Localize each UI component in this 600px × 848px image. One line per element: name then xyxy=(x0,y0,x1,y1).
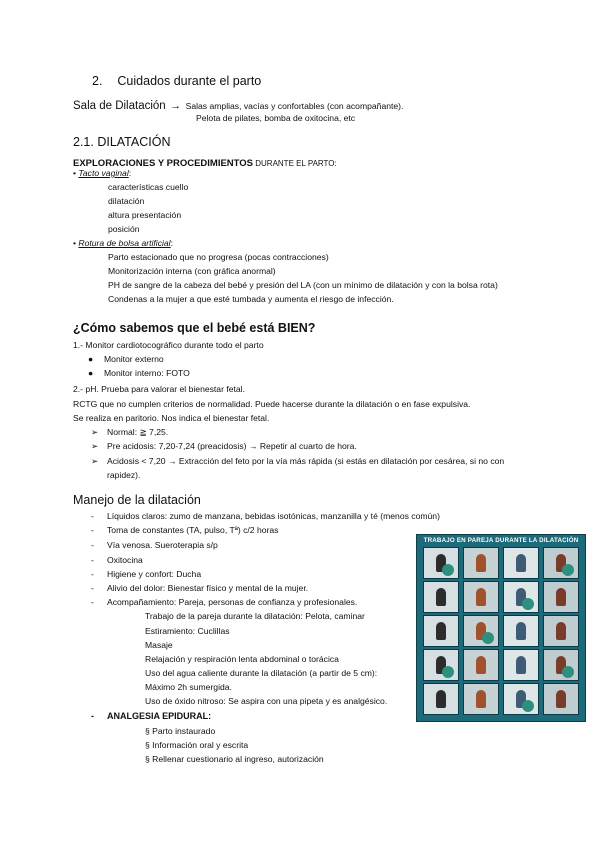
list-item: ● Monitor interno: FOTO xyxy=(88,368,190,378)
poster-image xyxy=(416,534,586,722)
list-item: § Parto instaurado xyxy=(145,726,216,736)
list-item: Condenas a la mujer a que esté tumbada y aumenta el riesgo de infección. xyxy=(108,294,394,304)
poster-photo xyxy=(543,547,579,579)
poster-photo xyxy=(543,615,579,647)
list-item: PH de sangre de la cabeza del bebé y presión del LA (con un mínimo de dilatación y con la bolsa rota) xyxy=(108,280,498,290)
list-item: ➢ Normal: ≧ 7,25. xyxy=(91,427,169,437)
person-figure xyxy=(476,588,486,606)
list-item: Trabajo de la pareja durante la dilatación: Pelota, caminar xyxy=(145,611,365,621)
person-figure xyxy=(436,690,446,708)
person-figure xyxy=(516,554,526,572)
poster-photo xyxy=(503,547,539,579)
list-item: Masaje xyxy=(145,640,173,650)
section-number: 2. xyxy=(92,74,103,88)
person-figure xyxy=(476,656,486,674)
poster-photo xyxy=(543,649,579,681)
list-item: § Rellenar cuestionario al ingreso, autorización xyxy=(145,754,324,764)
poster-photo xyxy=(423,581,459,613)
list-item: características cuello xyxy=(108,182,189,192)
poster-title: TRABAJO EN PAREJA DURANTE LA DILATACIÓN xyxy=(423,537,579,544)
list-item: - Alivio del dolor: Bienestar físico y mental de la mujer. xyxy=(91,583,309,593)
poster-photo xyxy=(503,649,539,681)
poster-photo xyxy=(423,683,459,715)
list-item: - Oxitocina xyxy=(91,555,143,565)
poster-photo xyxy=(423,649,459,681)
pilates-ball xyxy=(562,666,574,678)
list-item: Relajación y respiración lenta abdominal o torácica xyxy=(145,654,339,664)
subsection-title: 2.1. DILATACIÓN xyxy=(73,135,171,149)
list-item: 2.- pH. Prueba para valorar el bienestar fetal. xyxy=(73,384,245,394)
person-figure xyxy=(516,656,526,674)
poster-photo xyxy=(463,649,499,681)
arrow-icon: → xyxy=(170,100,182,112)
person-figure xyxy=(476,554,486,572)
poster-photo xyxy=(503,581,539,613)
list-item: rapidez). xyxy=(107,470,141,480)
poster-photo xyxy=(463,547,499,579)
list-item: Parto estacionado que no progresa (pocas contracciones) xyxy=(108,252,329,262)
pilates-ball xyxy=(522,700,534,712)
pilates-ball xyxy=(442,666,454,678)
poster-photo xyxy=(503,615,539,647)
pilates-ball xyxy=(522,598,534,610)
rotura-label: • Rotura de bolsa artificial: xyxy=(73,238,173,248)
paragraph: Se realiza en paritorio. Nos indica el bienestar fetal. xyxy=(73,413,270,423)
tacto-label: • Tacto vaginal: xyxy=(73,168,132,178)
poster-photo xyxy=(423,615,459,647)
person-figure xyxy=(556,588,566,606)
list-item: - Higiene y confort: Ducha xyxy=(91,569,202,579)
list-item: ➢ Pre acidosis: 7,20-7,24 (preacidosis) → Repetir al cuarto de hora. xyxy=(91,441,357,451)
list-item: dilatación xyxy=(108,196,145,206)
room-line xyxy=(73,96,403,114)
person-figure xyxy=(436,588,446,606)
poster-photo xyxy=(463,683,499,715)
person-figure xyxy=(556,690,566,708)
poster-photo xyxy=(463,615,499,647)
manejo-title: Manejo de la dilatación xyxy=(73,493,201,507)
list-item: - Vía venosa. Sueroterapia s/p xyxy=(91,540,218,550)
list-item: Uso del agua caliente durante la dilatación (a partir de 5 cm): xyxy=(145,668,378,678)
room-label: Sala de Dilatación xyxy=(73,100,166,112)
list-item: Monitorización interna (con gráfica anormal) xyxy=(108,266,276,276)
list-item: ➢ Acidosis < 7,20 → Extracción del feto por la vía más rápida (si estás en dilatación por cesárea, si no con xyxy=(91,456,505,466)
section-heading xyxy=(92,74,261,88)
list-item: Uso de óxido nitroso: Se aspira con una pipeta y es analgésico. xyxy=(145,696,388,706)
pilates-ball xyxy=(482,632,494,644)
person-figure xyxy=(556,622,566,640)
poster-photo xyxy=(503,683,539,715)
poster-photo xyxy=(423,547,459,579)
section-title: Cuidados durante el parto xyxy=(117,74,262,88)
list-item: 1.- Monitor cardiotocográfico durante todo el parto xyxy=(73,340,264,350)
poster-photo xyxy=(463,581,499,613)
epidural-heading: - ANALGESIA EPIDURAL: xyxy=(91,711,212,721)
list-item: ● Monitor externo xyxy=(88,354,164,364)
list-item: - Líquidos claros: zumo de manzana, bebidas isotónicas, manzanilla y té (menos común) xyxy=(91,511,440,521)
pilates-ball xyxy=(442,564,454,576)
person-figure xyxy=(436,622,446,640)
list-item: § Información oral y escrita xyxy=(145,740,249,750)
room-items: Pelota de pilates, bomba de oxitocina, etc xyxy=(196,113,356,123)
list-item: altura presentación xyxy=(108,210,182,220)
poster-photo xyxy=(543,581,579,613)
room-description: Salas amplias, vacías y confortables (con acompañante). xyxy=(185,101,404,111)
person-figure xyxy=(476,690,486,708)
poster-photo xyxy=(543,683,579,715)
person-figure xyxy=(516,622,526,640)
exploraciones-heading: EXPLORACIONES Y PROCEDIMIENTOS DURANTE EL PARTO: xyxy=(73,158,337,169)
paragraph: RCTG que no cumplen criterios de normalidad. Puede hacerse durante la dilatación o en fase expulsiva. xyxy=(73,399,471,409)
list-item: - Toma de constantes (TA, pulso, Tª) c/2 horas xyxy=(91,525,279,535)
list-item: - Acompañamiento: Pareja, personas de confianza y profesionales. xyxy=(91,597,358,607)
bienestar-title: ¿Cómo sabemos que el bebé está BIEN? xyxy=(73,321,316,335)
pilates-ball xyxy=(562,564,574,576)
list-item: posición xyxy=(108,224,140,234)
list-item: Estiramiento: Cuclillas xyxy=(145,626,230,636)
list-item: Máximo 2h sumergida. xyxy=(145,682,232,692)
